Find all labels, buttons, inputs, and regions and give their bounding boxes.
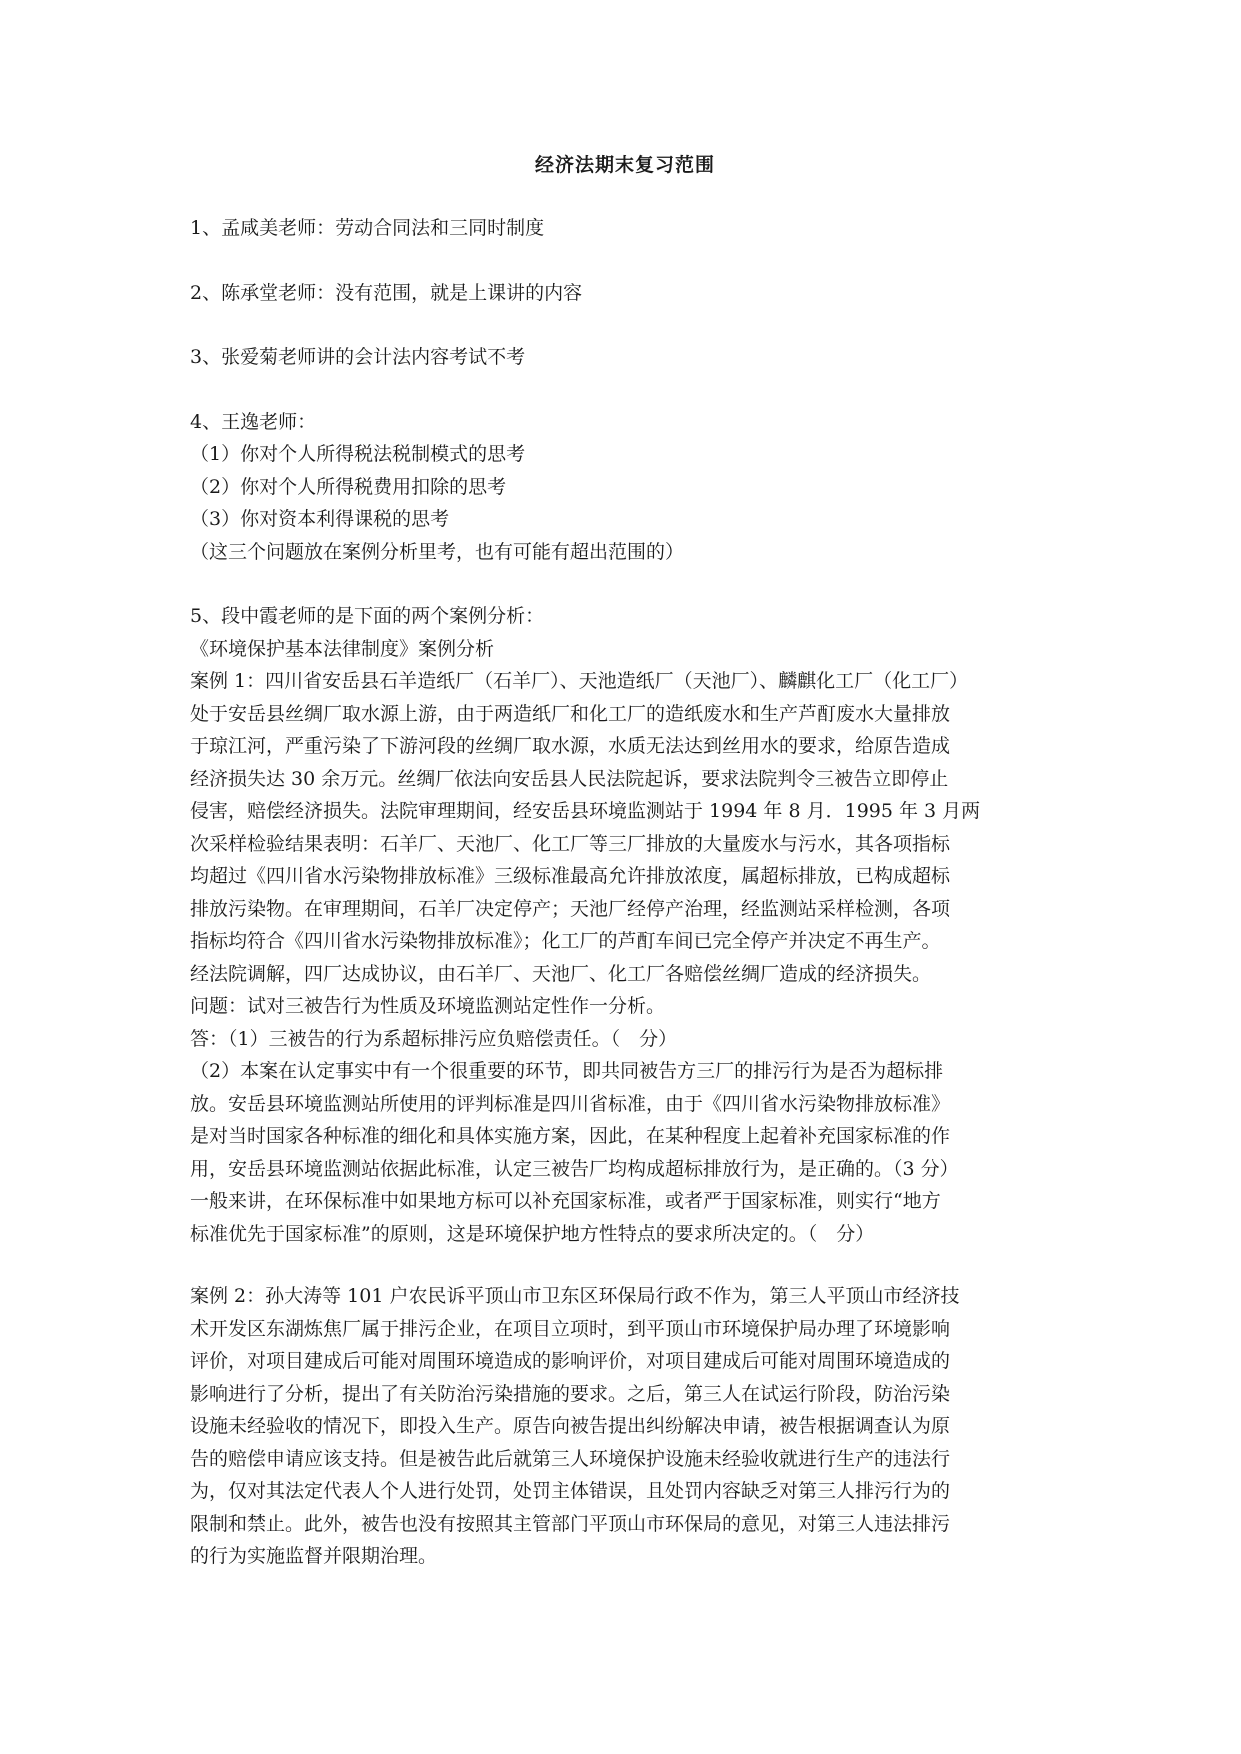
case-1-line: 答：（1）三被告的行为系超标排污应负赔偿责任。（ 分） (190, 1027, 678, 1050)
case-1-line: 指标均符合《四川省水污染物排放标准》；化工厂的芦酊车间已完全停产并决定不再生产。 (190, 930, 941, 952)
case-1-line: 问题：试对三被告行为性质及环境监测站定性作一分析。 (190, 995, 666, 1017)
item-1: 1、孟咸美老师：劳动合同法和三同时制度 (190, 217, 545, 239)
case-2-line: 告的赔偿申请应该支持。但是被告此后就第三人环境保护设施未经验收就进行生产的违法行 (190, 1447, 951, 1470)
case-1-line: 一般来讲，在环保标准中如果地方标可以补充国家标准，或者严于国家标准，则实行“地方 (190, 1190, 941, 1212)
case-2-line: 案例 2：孙大涛等 101 户农民诉平顶山市卫东区环保局行政不作为，第三人平顶山市经济技 (190, 1285, 960, 1307)
case-1-line: 用，安岳县环境监测站依据此标准，认定三被告厂均构成超标排放行为，是正确的。（3 分） (190, 1157, 959, 1180)
item-5-heading: 5、段中霞老师的是下面的两个案例分析： (190, 605, 545, 627)
case-2-line: 设施未经验收的情况下，即投入生产。原告向被告提出纠纷解决申请，被告根据调查认为原 (190, 1415, 951, 1437)
document-title: 经济法期末复习范围 (534, 154, 715, 176)
item-4-note: （这三个问题放在案例分析里考，也有可能有超出范围的） (190, 540, 685, 563)
case-2-line: 为，仅对其法定代表人个人进行处罚，处罚主体错误，且处罚内容缺乏对第三人排污行为的 (190, 1480, 951, 1502)
case-1-block (190, 665, 1060, 1250)
item-3: 3、张爱菊老师讲的会计法内容考试不考 (190, 346, 526, 368)
document-page (190, 150, 1060, 1573)
case-2-line: 的行为实施监督并限期治理。 (190, 1545, 438, 1567)
case-2-line: 影响进行了分析，提出了有关防治污染措施的要求。之后，第三人在试运行阶段，防治污染 (190, 1382, 951, 1405)
item-2: 2、陈承堂老师：没有范围，就是上课讲的内容 (190, 281, 583, 304)
item-4-heading: 4、王逸老师： (190, 410, 317, 433)
item-4-question-2: （2）你对个人所得税费用扣除的思考 (190, 475, 507, 498)
case-1-line: 经济损失达 30 余万元。丝绸厂依法向安岳县人民法院起诉，要求法院判令三被告立即停止 (190, 767, 949, 790)
case-1-line: 排放污染物。在审理期间，石羊厂决定停产；天池厂经停产治理，经监测站采样检测，各项 (190, 897, 951, 920)
item-5-section (190, 600, 1060, 1573)
case-2-block (190, 1280, 1060, 1573)
case-1-line: 于琼江河，严重污染了下游河段的丝绸厂取水源，水质无法达到丝用水的要求，给原告造成 (190, 735, 951, 757)
case-1-line: 是对当时国家各种标准的细化和具体实施方案，因此，在某种程度上起着补充国家标准的作 (190, 1125, 951, 1147)
case-1-line: 经法院调解，四厂达成协议，由石羊厂、天池厂、化工厂各赔偿丝绸厂造成的经济损失。 (190, 962, 932, 985)
item-4-section (190, 406, 1060, 569)
case-1-line: 侵害，赔偿经济损失。法院审理期间，经安岳县环境监测站于 1994 年 8 月．1995 年 3 月两 (190, 800, 981, 822)
case-2-line: 限制和禁止。此外，被告也没有按照其主管部门平顶山市环保局的意见，对第三人违法排污 (190, 1512, 951, 1535)
case-1-line: 次采样检验结果表明：石羊厂、天池厂、化工厂等三厂排放的大量废水与污水，其各项指标 (190, 832, 951, 855)
case-2-line: 评价，对项目建成后可能对周围环境造成的影响评价，对项目建成后可能对周围环境造成的 (190, 1350, 951, 1372)
case-1-line: 案例 1：四川省安岳县石羊造纸厂（石羊厂）、天池造纸厂（天池厂）、麟麒化工厂（化工厂） (190, 670, 969, 692)
case-1-line: （2）本案在认定事实中有一个很重要的环节，即共同被告方三厂的排污行为是否为超标排 (190, 1060, 944, 1082)
case-2-line: 术开发区东湖炼焦厂属于排污企业，在项目立项时，到平顶山市环境保护局办理了环境影响 (190, 1317, 951, 1340)
item-4-question-3: （3）你对资本利得课税的思考 (190, 508, 450, 530)
case-1-line: 均超过《四川省水污染物排放标准》三级标准最高允许排放浓度，属超标排放，已构成超标 (190, 865, 951, 887)
case-1-line: 处于安岳县丝绸厂取水源上游，由于两造纸厂和化工厂的造纸废水和生产芦酊废水大量排放 (190, 702, 951, 725)
item-5-subtitle: 《环境保护基本法律制度》案例分析 (190, 637, 495, 660)
case-1-line: 放。安岳县环境监测站所使用的评判标准是四川省标准，由于《四川省水污染物排放标准》 (190, 1092, 951, 1115)
item-4-question-1: （1）你对个人所得税法税制模式的思考 (190, 443, 526, 465)
case-1-line: 标准优先于国家标准”的原则，这是环境保护地方性特点的要求所决定的。（ 分） (190, 1222, 875, 1245)
